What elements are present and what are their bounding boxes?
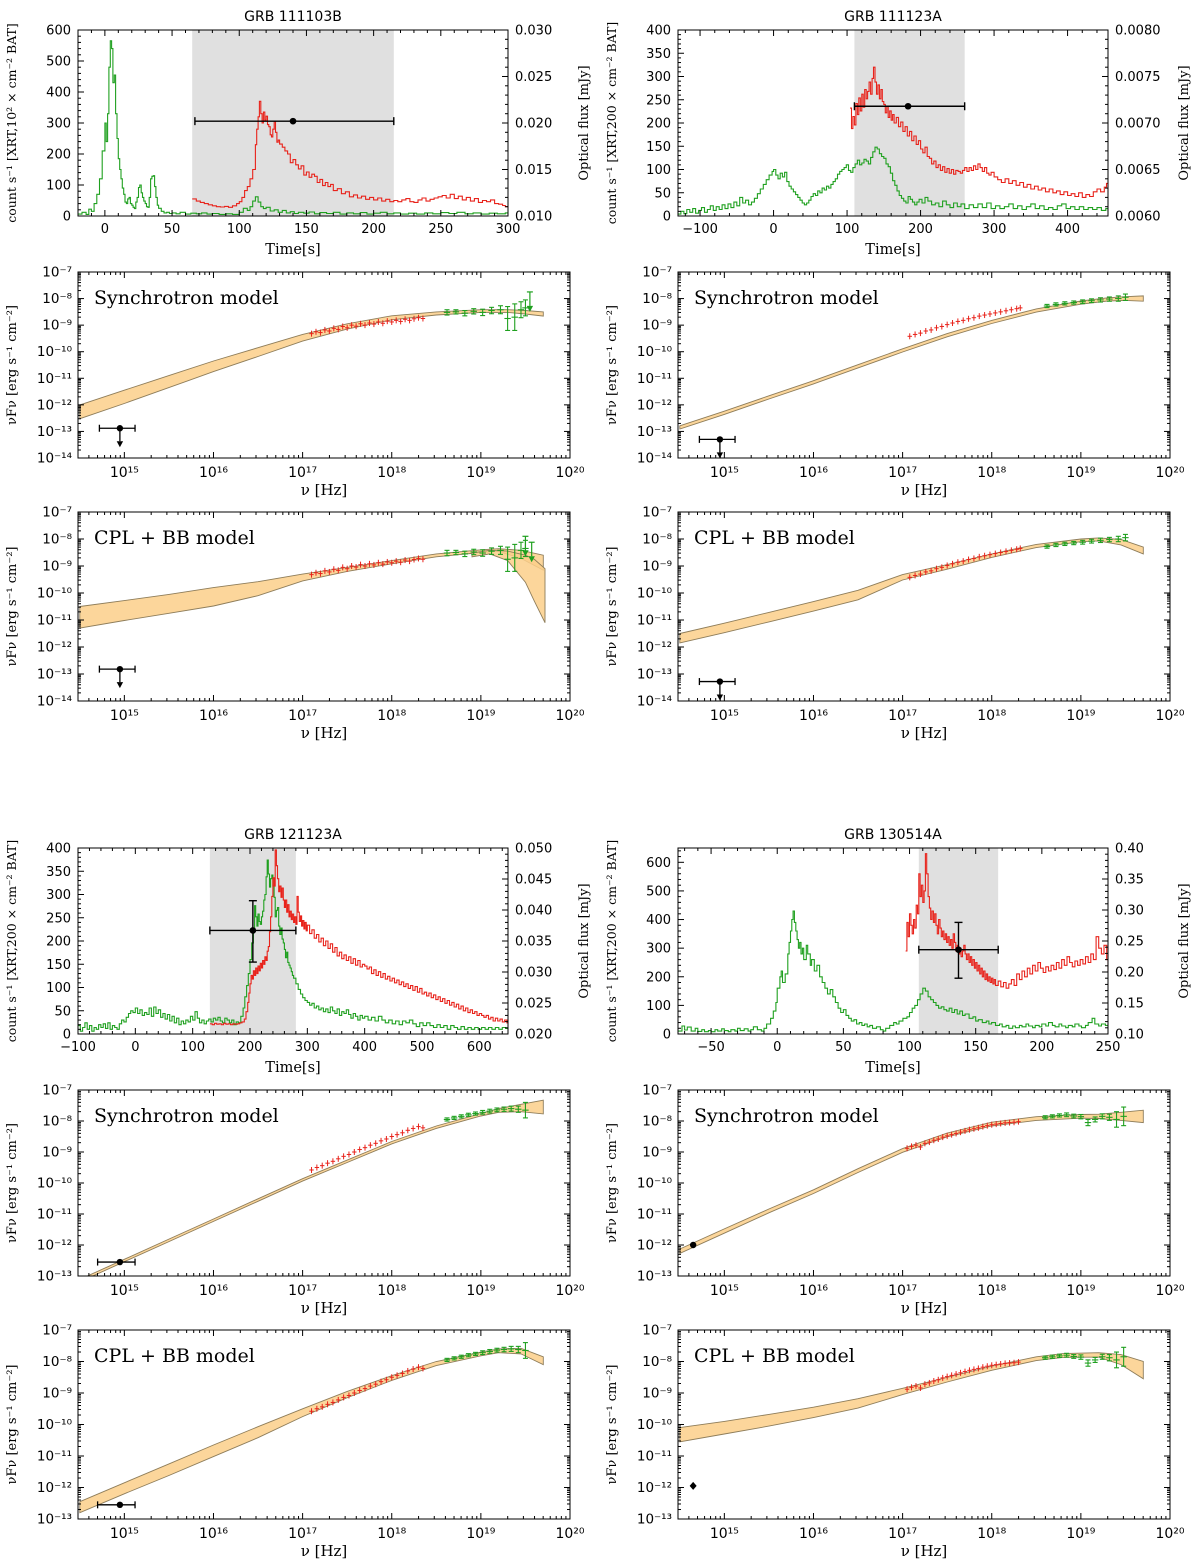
x-tick-label: 400	[352, 1040, 378, 1055]
y-tick-label: 10⁻¹⁰	[636, 1417, 672, 1433]
grb-panel-0	[0, 0, 600, 745]
model-label: Synchrotron model	[94, 287, 279, 309]
sed-cplbb-plot	[0, 1320, 600, 1563]
y-tick-label: 10⁻⁷	[42, 1322, 72, 1339]
y-axis-label-right: Optical flux [mJy]	[1177, 65, 1192, 181]
x-tick-label: 10²⁰	[1155, 708, 1185, 724]
y-tick-label: 10⁻¹²	[36, 1237, 72, 1254]
lightcurve-plot	[600, 818, 1200, 1080]
y-tick-label-left: 300	[46, 116, 71, 132]
y-tick-label: 10⁻¹²	[36, 1480, 72, 1496]
x-tick-label: −100	[60, 1040, 96, 1055]
x-tick-label: 10¹⁶	[198, 465, 229, 481]
y-tick-label: 10⁻¹³	[636, 1268, 672, 1285]
y-tick-label-left: 100	[46, 981, 71, 996]
plot-frame	[678, 848, 1108, 1034]
y-tick-label: 10⁻¹⁰	[36, 344, 72, 361]
model-label: CPL + BB model	[694, 1345, 855, 1367]
y-tick-label: 10⁻¹⁰	[636, 1175, 672, 1192]
x-axis-label: ν [Hz]	[900, 724, 948, 742]
x-tick-label: 0	[769, 222, 778, 237]
y-tick-label-right: 0.020	[515, 1027, 553, 1043]
x-axis-label: ν [Hz]	[300, 1299, 348, 1317]
y-tick-label-left: 100	[646, 998, 671, 1014]
y-axis-label: νFν [erg s⁻¹ cm⁻²]	[605, 304, 620, 426]
y-axis-label: νFν [erg s⁻¹ cm⁻²]	[5, 1122, 20, 1244]
y-axis-label: νFν [erg s⁻¹ cm⁻²]	[5, 1364, 20, 1485]
x-axis-label: ν [Hz]	[300, 481, 348, 499]
y-tick-label: 10⁻⁹	[42, 1385, 72, 1402]
y-tick-label-left: 300	[646, 70, 671, 85]
y-tick-label: 10⁻¹¹	[636, 1448, 672, 1465]
y-axis-label-right: Optical flux [mJy]	[577, 883, 592, 999]
time-interval-shade	[854, 30, 964, 216]
y-tick-label: 10⁻¹⁰	[36, 1175, 72, 1192]
y-tick-label: 10⁻¹²	[636, 397, 672, 414]
x-tick-label: 10¹⁶	[798, 465, 829, 481]
y-tick-label-right: 0.045	[515, 872, 553, 888]
y-tick-label-left: 300	[646, 941, 671, 957]
y-tick-label: 10⁻¹⁴	[36, 693, 72, 710]
x-tick-label: 300	[495, 222, 521, 237]
y-tick-label: 10⁻⁹	[642, 317, 672, 334]
y-axis-label-right: Optical flux [mJy]	[577, 65, 592, 181]
y-tick-label: 10⁻¹³	[36, 666, 72, 683]
y-tick-label: 10⁻⁸	[42, 1354, 72, 1370]
model-confidence-band	[680, 1110, 1144, 1253]
model-confidence-band	[80, 1100, 544, 1282]
y-axis-label: νFν [erg s⁻¹ cm⁻²]	[605, 1364, 620, 1485]
y-tick-label: 10⁻⁹	[642, 1144, 672, 1161]
y-tick-label-left: 0	[662, 1027, 671, 1043]
optical-point	[690, 1242, 696, 1248]
y-axis-label: νFν [erg s⁻¹ cm⁻²]	[5, 546, 20, 667]
y-tick-label: 10⁻¹⁰	[636, 344, 672, 361]
x-tick-label: 10¹⁸	[377, 1526, 407, 1542]
grb-panel-1	[600, 0, 1200, 745]
model-confidence-band	[80, 310, 544, 419]
x-tick-label: 0	[100, 222, 110, 237]
x-tick-label: 10¹⁵	[709, 708, 739, 724]
x-tick-label: 10¹⁷	[888, 1283, 918, 1299]
y-tick-label-left: 400	[46, 841, 71, 857]
y-tick-label-left: 600	[646, 855, 671, 871]
y-tick-label-left: 200	[646, 970, 671, 986]
y-tick-label: 10⁻¹¹	[636, 370, 672, 387]
x-tick-label: 10¹⁵	[109, 708, 139, 724]
y-tick-label-right: 0.0065	[1115, 163, 1161, 178]
y-tick-label: 10⁻⁷	[642, 1082, 672, 1099]
y-tick-label-left: 400	[646, 23, 671, 39]
y-tick-label: 10⁻¹¹	[36, 370, 72, 387]
y-tick-label: 10⁻⁷	[42, 264, 72, 281]
x-tick-label: 0	[131, 1040, 140, 1055]
y-axis-label-right: Optical flux [mJy]	[1177, 883, 1192, 999]
x-tick-label: 10¹⁹	[1066, 1526, 1096, 1542]
y-tick-label: 10⁻⁸	[642, 531, 672, 548]
y-tick-label: 10⁻¹¹	[636, 612, 672, 629]
panel-title: GRB 121123A	[244, 827, 342, 843]
x-axis-label: ν [Hz]	[900, 1299, 948, 1317]
x-tick-label: 50	[163, 222, 181, 237]
x-tick-label: 10¹⁸	[377, 465, 407, 481]
y-tick-label: 10⁻¹³	[636, 423, 672, 440]
x-tick-label: 10¹⁸	[377, 1283, 407, 1299]
x-axis-label: ν [Hz]	[900, 1542, 948, 1560]
y-tick-label-left: 600	[46, 23, 71, 39]
x-tick-label: −50	[697, 1040, 725, 1055]
x-tick-label: 10²⁰	[1155, 465, 1185, 481]
model-confidence-band	[472, 550, 545, 622]
y-tick-label: 10⁻⁸	[42, 1113, 72, 1130]
y-tick-label: 10⁻¹²	[636, 1480, 672, 1496]
y-tick-label: 10⁻¹³	[636, 666, 672, 683]
y-tick-label: 10⁻¹¹	[36, 1206, 72, 1223]
x-tick-label: 10²⁰	[1155, 1283, 1185, 1299]
x-tick-label: 400	[1055, 222, 1080, 237]
y-tick-label: 10⁻⁹	[42, 317, 72, 334]
x-tick-label: 10¹⁷	[288, 1283, 318, 1299]
model-confidence-band	[680, 296, 1144, 429]
y-tick-label: 10⁻⁹	[642, 558, 672, 575]
y-axis-label: νFν [erg s⁻¹ cm⁻²]	[605, 546, 620, 667]
panel-title: GRB 130514A	[844, 827, 942, 843]
x-tick-label: 10¹⁷	[288, 465, 318, 481]
x-tick-label: 10¹⁷	[888, 1526, 918, 1542]
x-tick-label: 500	[409, 1040, 435, 1055]
y-tick-label-right: 0.35	[1115, 872, 1144, 888]
x-tick-label: 10¹⁹	[1066, 1283, 1096, 1299]
sed-cplbb-plot	[0, 502, 600, 745]
y-tick-label: 10⁻¹¹	[36, 1448, 72, 1465]
x-tick-label: 200	[908, 222, 933, 237]
y-tick-label: 10⁻¹³	[636, 1511, 672, 1528]
y-tick-label-left: 100	[646, 163, 671, 178]
x-tick-label: 10¹⁶	[198, 708, 229, 724]
x-tick-label: 10²⁰	[1155, 1526, 1185, 1542]
axis-ticks	[678, 848, 1108, 1034]
y-tick-label: 10⁻⁷	[642, 1322, 672, 1339]
x-tick-label: 10¹⁹	[466, 1283, 496, 1299]
y-tick-label: 10⁻¹⁰	[36, 585, 72, 602]
y-tick-label-right: 0.15	[1115, 996, 1144, 1012]
x-tick-label: 10¹⁹	[466, 1526, 496, 1542]
x-axis-label: Time[s]	[265, 1060, 321, 1076]
xray-data-points	[309, 1124, 425, 1173]
sed-synchrotron-plot	[600, 262, 1200, 502]
x-tick-label: 100	[897, 1040, 922, 1055]
y-tick-label-right: 0.10	[1115, 1027, 1144, 1043]
x-tick-label: 150	[294, 222, 319, 237]
y-tick-label-right: 0.040	[515, 903, 553, 919]
y-tick-label: 10⁻⁸	[642, 291, 672, 308]
y-tick-label-right: 0.050	[515, 841, 553, 857]
x-tick-label: 200	[361, 222, 387, 237]
x-tick-label: 10¹⁸	[977, 1526, 1007, 1542]
x-axis-label: ν [Hz]	[300, 724, 348, 742]
y-tick-label: 10⁻¹⁰	[636, 585, 672, 602]
y-axis-label-left: count s⁻¹ [XRT,200 × cm⁻² BAT]	[604, 839, 619, 1043]
x-tick-label: 150	[963, 1040, 989, 1055]
y-tick-label: 10⁻¹²	[636, 639, 672, 656]
y-tick-label-right: 0.020	[515, 116, 553, 132]
x-tick-label: 10¹⁷	[888, 465, 918, 481]
y-tick-label-right: 0.025	[515, 70, 553, 85]
y-tick-label: 10⁻¹³	[36, 1511, 72, 1528]
y-tick-label-left: 150	[646, 139, 671, 155]
y-tick-label: 10⁻⁸	[42, 291, 72, 308]
xray-data-points	[908, 305, 1023, 339]
y-tick-label-right: 0.0060	[1115, 209, 1161, 225]
x-tick-label: 10¹⁵	[109, 1283, 139, 1299]
y-tick-label: 10⁻¹²	[36, 397, 72, 414]
y-tick-label-left: 250	[46, 911, 71, 927]
y-tick-label: 10⁻¹⁴	[36, 450, 72, 467]
y-tick-label-left: 50	[654, 186, 671, 202]
y-tick-label-left: 300	[46, 888, 71, 903]
optical-point	[690, 1482, 697, 1490]
model-label: CPL + BB model	[694, 527, 855, 549]
x-tick-label: 100	[226, 222, 252, 237]
lightcurve-plot	[600, 0, 1200, 262]
x-axis-label: ν [Hz]	[900, 481, 948, 499]
x-tick-label: 200	[1029, 1040, 1055, 1055]
sed-synchrotron-plot	[0, 262, 600, 502]
y-tick-label-right: 0.20	[1115, 965, 1144, 981]
x-tick-label: 10¹⁶	[198, 1283, 229, 1299]
y-tick-label-left: 500	[646, 884, 671, 900]
x-tick-label: 10¹⁸	[377, 708, 407, 724]
x-tick-label: 10²⁰	[555, 1526, 585, 1542]
optical-point	[99, 425, 135, 448]
y-tick-label: 10⁻¹²	[36, 639, 72, 656]
y-tick-label-left: 0	[662, 209, 671, 225]
y-tick-label-right: 0.035	[515, 934, 553, 950]
x-tick-label: 100	[180, 1040, 206, 1055]
grb-panel-2	[0, 818, 600, 1563]
x-tick-label: 300	[981, 222, 1007, 237]
y-tick-label-left: 0	[62, 1027, 71, 1043]
y-tick-label-right: 0.030	[515, 23, 553, 39]
lightcurve-plot	[0, 0, 600, 262]
grb-panel-3	[600, 818, 1200, 1563]
y-tick-label: 10⁻⁹	[42, 1144, 72, 1161]
model-confidence-band	[80, 549, 544, 628]
y-axis-label: νFν [erg s⁻¹ cm⁻²]	[5, 304, 20, 426]
x-tick-label: 10¹⁵	[109, 1526, 139, 1542]
y-tick-label-left: 50	[54, 1004, 71, 1020]
x-tick-label: 10¹⁶	[798, 1283, 829, 1299]
y-tick-label-left: 250	[646, 93, 671, 109]
panel-title: GRB 111123A	[844, 9, 942, 25]
x-tick-label: 10¹⁷	[288, 1526, 318, 1542]
x-tick-label: 10¹⁹	[1066, 708, 1096, 724]
x-tick-label: 200	[237, 1040, 263, 1055]
x-tick-label: 600	[466, 1040, 492, 1055]
y-tick-label-right: 0.25	[1115, 934, 1144, 950]
x-tick-label: 10¹⁵	[709, 1526, 739, 1542]
y-tick-label-right: 0.40	[1115, 841, 1144, 857]
x-axis-label: ν [Hz]	[300, 1542, 348, 1560]
y-tick-label: 10⁻⁹	[42, 558, 72, 575]
y-tick-label: 10⁻¹⁴	[636, 450, 672, 467]
y-tick-label-left: 400	[46, 85, 71, 101]
y-tick-label-left: 100	[46, 178, 71, 194]
y-tick-label-left: 200	[46, 147, 71, 163]
y-axis-label-left: count s⁻¹ [XRT,200 × cm⁻² BAT]	[4, 839, 19, 1043]
x-tick-label: 10²⁰	[555, 1283, 585, 1299]
x-tick-label: 10¹⁸	[977, 708, 1007, 724]
sed-cplbb-plot	[600, 1320, 1200, 1563]
y-tick-label-left: 200	[646, 116, 671, 132]
model-confidence-band	[680, 538, 1144, 643]
model-label: Synchrotron model	[694, 1105, 879, 1127]
y-axis-label-left: count s⁻¹ [XRT,200 × cm⁻² BAT]	[604, 21, 619, 225]
model-confidence-band	[80, 1348, 544, 1512]
x-tick-label: 10¹⁵	[109, 465, 139, 481]
y-tick-label-right: 0.015	[515, 163, 553, 178]
model-label: Synchrotron model	[694, 287, 879, 309]
y-tick-label-left: 350	[46, 864, 71, 880]
y-tick-label: 10⁻¹³	[36, 423, 72, 440]
x-tick-label: 10¹⁶	[198, 1526, 229, 1542]
optical-point	[99, 666, 135, 689]
x-tick-label: 0	[773, 1040, 782, 1055]
x-tick-label: 10²⁰	[555, 465, 585, 481]
y-tick-label-left: 0	[62, 209, 71, 225]
y-tick-label-right: 0.30	[1115, 903, 1144, 919]
y-tick-label-left: 150	[46, 957, 71, 973]
sed-synchrotron-plot	[0, 1080, 600, 1320]
y-tick-label: 10⁻⁷	[42, 504, 72, 521]
y-tick-label-left: 500	[46, 54, 71, 70]
y-tick-label-left: 400	[646, 913, 671, 929]
y-tick-label-right: 0.0080	[1115, 23, 1161, 39]
y-tick-label-right: 0.010	[515, 209, 553, 225]
optical-point	[699, 678, 735, 701]
x-tick-label: 10¹⁶	[798, 708, 829, 724]
model-label: Synchrotron model	[94, 1105, 279, 1127]
x-tick-label: 10¹⁷	[288, 708, 318, 724]
y-tick-label: 10⁻¹⁰	[36, 1417, 72, 1433]
upper-limit-arrow	[527, 292, 533, 312]
x-tick-label: 10¹⁶	[798, 1526, 829, 1542]
y-axis-label-left: count s⁻¹ [XRT,10² × cm⁻² BAT]	[4, 23, 19, 223]
x-tick-label: 10¹⁷	[888, 708, 918, 724]
x-tick-label: 300	[294, 1040, 320, 1055]
y-tick-label-right: 0.0070	[1115, 116, 1161, 132]
y-tick-label-right: 0.025	[515, 996, 553, 1012]
x-tick-label: 10¹⁹	[1066, 465, 1096, 481]
y-axis-label: νFν [erg s⁻¹ cm⁻²]	[605, 1122, 620, 1244]
y-tick-label: 10⁻¹²	[636, 1237, 672, 1254]
y-tick-label-left: 200	[46, 934, 71, 950]
y-tick-label: 10⁻⁷	[642, 504, 672, 521]
y-tick-label: 10⁻⁹	[642, 1385, 672, 1402]
model-label: CPL + BB model	[94, 527, 255, 549]
x-tick-label: 50	[835, 1040, 852, 1055]
x-tick-label: 10¹⁸	[977, 1283, 1007, 1299]
y-tick-label: 10⁻⁸	[642, 1354, 672, 1370]
x-tick-label: 10¹⁵	[709, 1283, 739, 1299]
x-tick-label: 250	[428, 222, 454, 237]
y-tick-label: 10⁻⁸	[642, 1113, 672, 1130]
y-tick-label: 10⁻⁸	[42, 531, 72, 548]
x-axis-label: Time[s]	[265, 242, 321, 258]
y-tick-label: 10⁻¹⁴	[636, 693, 672, 710]
sed-cplbb-plot	[600, 502, 1200, 745]
x-tick-label: 100	[834, 222, 860, 237]
sed-synchrotron-plot	[600, 1080, 1200, 1320]
y-tick-label-right: 0.0075	[1115, 70, 1161, 85]
x-tick-label: 10¹⁵	[709, 465, 739, 481]
x-tick-label: 250	[1095, 1040, 1121, 1055]
y-tick-label-right: 0.030	[515, 965, 553, 981]
x-tick-label: −100	[682, 222, 718, 237]
model-label: CPL + BB model	[94, 1345, 255, 1367]
y-tick-label-left: 350	[646, 46, 671, 62]
y-tick-label: 10⁻¹³	[36, 1268, 72, 1285]
y-tick-label: 10⁻⁷	[642, 264, 672, 281]
lightcurve-plot	[0, 818, 600, 1080]
gamma-ray-data-points	[444, 300, 529, 331]
panel-title: GRB 111103B	[244, 9, 342, 25]
x-tick-label: 10²⁰	[555, 708, 585, 724]
x-tick-label: 10¹⁹	[466, 465, 496, 481]
y-tick-label: 10⁻⁷	[42, 1082, 72, 1099]
y-tick-label: 10⁻¹¹	[36, 612, 72, 629]
x-axis-label: Time[s]	[865, 1060, 921, 1076]
y-tick-label: 10⁻¹¹	[636, 1206, 672, 1223]
x-tick-label: 10¹⁹	[466, 708, 496, 724]
x-axis-label: Time[s]	[865, 242, 921, 258]
x-tick-label: 10¹⁸	[977, 465, 1007, 481]
